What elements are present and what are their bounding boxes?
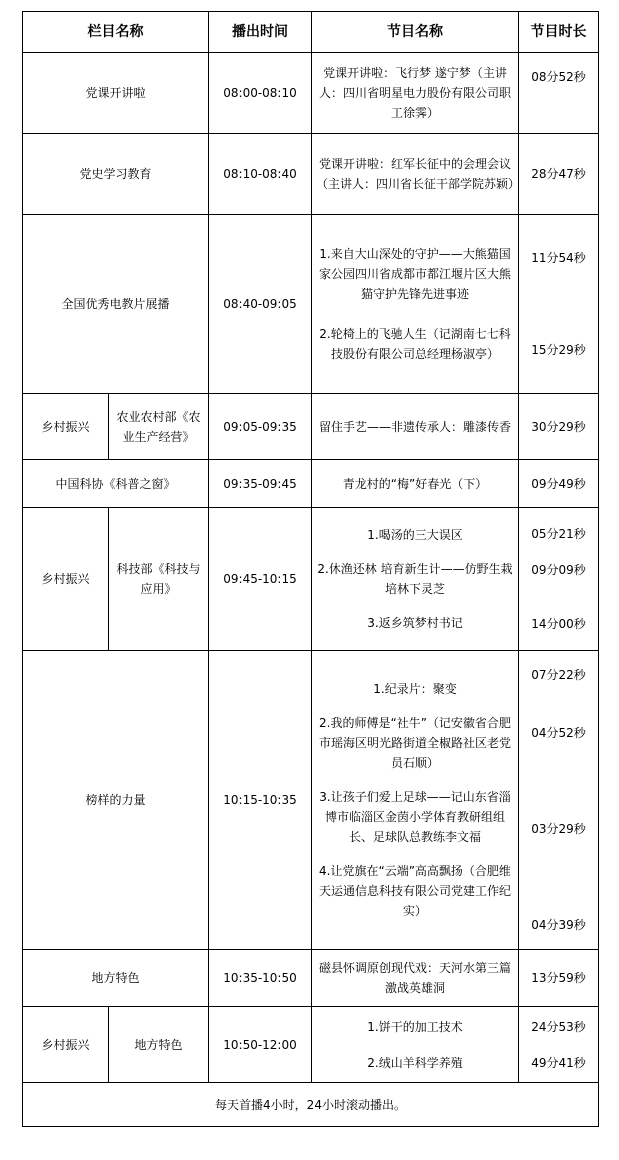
program-item: 4.让党旗在“云端”高高飘扬（合肥维天运通信息科技有限公司党建工作纪实） (318, 864, 511, 918)
program-name: 留住手艺——非遗传承人：雕漆传香 (312, 394, 519, 460)
header-column: 栏目名称 (23, 12, 209, 53)
program-item: 2.休渔还林 培育新生计——仿野生栽培林下灵芝 (317, 562, 513, 596)
program-item: 1.饼干的加工技术 (367, 1019, 463, 1034)
duration-list (519, 1007, 599, 1083)
air-time: 10:35-10:50 (209, 950, 312, 1007)
program-duration: 04分39秒 (531, 918, 586, 932)
duration-list (519, 215, 599, 394)
program-duration: 49分41秒 (531, 1055, 586, 1070)
program-duration: 04分52秒 (531, 726, 586, 740)
program-duration: 09分49秒 (519, 460, 599, 508)
program-duration: 11分54秒 (531, 251, 586, 265)
column-name: 全国优秀电教片展播 (23, 215, 209, 394)
table-row (23, 950, 599, 1007)
header-duration: 节目时长 (519, 12, 599, 53)
footer-note: 每天首播4小时，24小时滚动播出。 (23, 1083, 599, 1127)
air-time: 08:00-08:10 (209, 53, 312, 134)
program-duration: 30分29秒 (519, 394, 599, 460)
air-time: 10:15-10:35 (209, 651, 312, 950)
program-duration: 08分52秒 (519, 53, 599, 134)
program-duration: 03分29秒 (531, 822, 586, 836)
program-item: 1.纪录片：聚变 (373, 682, 457, 696)
table-row (23, 134, 599, 215)
program-list (312, 1007, 519, 1083)
air-time: 09:05-09:35 (209, 394, 312, 460)
program-name: 党课开讲啦：飞行梦 遂宁梦（主讲人：四川省明星电力股份有限公司职工徐霁） (312, 53, 519, 134)
table-row (23, 53, 599, 134)
header-time: 播出时间 (209, 12, 312, 53)
program-duration: 07分22秒 (531, 668, 586, 682)
table-row (23, 1007, 599, 1083)
program-item: 1.来自大山深处的守护——大熊猫国家公园四川省成都市都江堰片区大熊猫守护先锋先进事迹 (318, 247, 511, 301)
air-time: 10:50-12:00 (209, 1007, 312, 1083)
program-duration: 28分47秒 (519, 134, 599, 215)
program-duration: 24分53秒 (531, 1019, 586, 1034)
table-row (23, 215, 599, 394)
air-time: 09:35-09:45 (209, 460, 312, 508)
column-name: 党史学习教育 (23, 134, 209, 215)
sub-column-name: 科技部《科技与应用》 (109, 508, 209, 651)
program-name: 青龙村的“梅”好春光（下） (312, 460, 519, 508)
table-row (23, 460, 599, 508)
program-list (312, 215, 519, 394)
table-footer-row (23, 1083, 599, 1127)
program-item: 2.绒山羊科学养殖 (367, 1055, 463, 1070)
column-name: 乡村振兴 (23, 394, 109, 460)
sub-column-name: 农业农村部《农业生产经营》 (109, 394, 209, 460)
program-duration: 09分09秒 (531, 563, 586, 577)
duration-list (519, 651, 599, 950)
table-header-row (23, 12, 599, 53)
air-time: 08:10-08:40 (209, 134, 312, 215)
program-item: 3.返乡筑梦村书记 (367, 616, 463, 630)
program-item: 2.轮椅上的飞驰人生（记湖南七七科技股份有限公司总经理杨淑亭） (319, 327, 511, 361)
program-name: 磁县怀调原创现代戏：天河水第三篇 激战英雄洞 (312, 950, 519, 1007)
program-list (312, 651, 519, 950)
column-name: 乡村振兴 (23, 508, 109, 651)
program-item: 3.让孩子们爱上足球——记山东省淄博市临淄区金茵小学体育教研组组长、足球队总教练李文福 (319, 790, 511, 844)
column-name: 党课开讲啦 (23, 53, 209, 134)
duration-list (519, 508, 599, 651)
sub-column-name: 地方特色 (109, 1007, 209, 1083)
program-item: 1.喝汤的三大误区 (367, 528, 463, 542)
air-time: 09:45-10:15 (209, 508, 312, 651)
table-row (23, 394, 599, 460)
column-name: 榜样的力量 (23, 651, 209, 950)
program-duration: 15分29秒 (531, 343, 586, 357)
column-name: 地方特色 (23, 950, 209, 1007)
program-list (312, 508, 519, 651)
schedule-table (22, 11, 599, 1127)
program-name: 党课开讲啦：红军长征中的会理会议（主讲人：四川省长征干部学院苏颖） (312, 134, 519, 215)
column-name: 乡村振兴 (23, 1007, 109, 1083)
program-duration: 14分00秒 (531, 617, 586, 631)
table-row (23, 651, 599, 950)
program-item: 2.我的师傅是“社牛”（记安徽省合肥市瑶海区明光路街道全椒路社区老党员石顺） (318, 716, 511, 770)
program-duration: 05分21秒 (531, 527, 586, 541)
air-time: 08:40-09:05 (209, 215, 312, 394)
header-program: 节目名称 (312, 12, 519, 53)
column-name: 中国科协《科普之窗》 (23, 460, 209, 508)
table-row (23, 508, 599, 651)
program-duration: 13分59秒 (519, 950, 599, 1007)
